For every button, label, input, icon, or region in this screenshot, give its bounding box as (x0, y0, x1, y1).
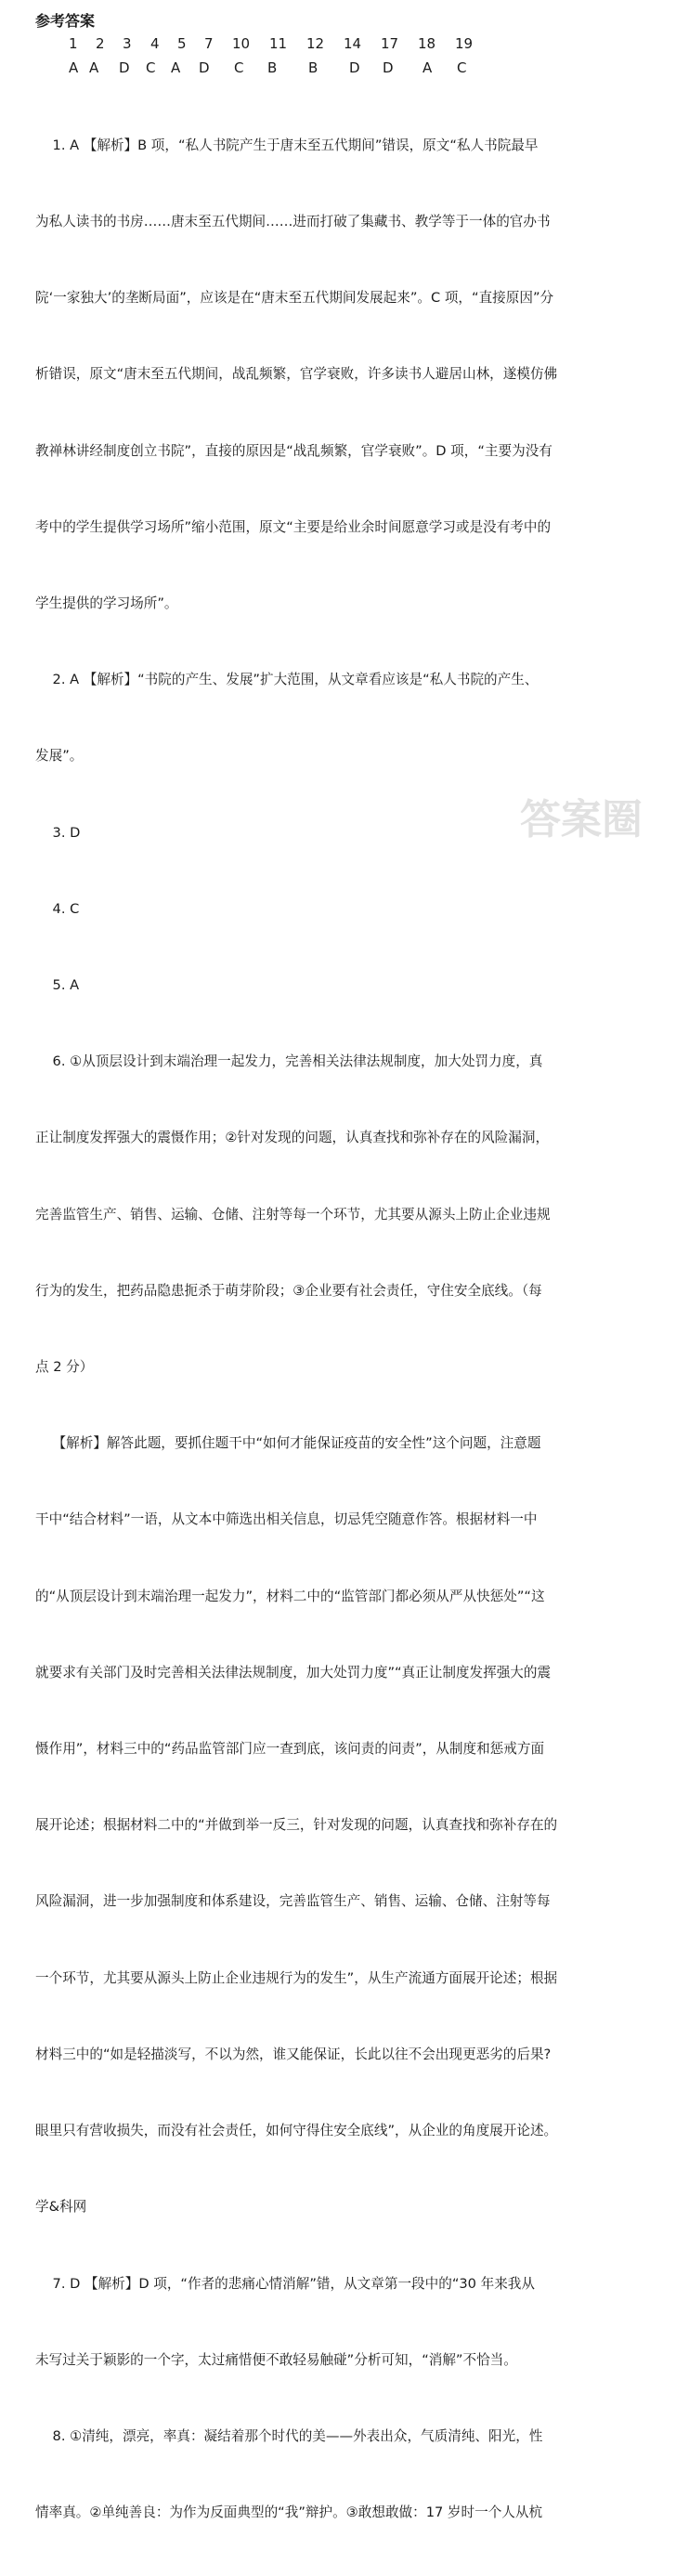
text-line: 【解析】解答此题，要抓住题干中“如何才能保证疫苗的安全性”这个问题，注意题 (35, 1435, 541, 1452)
question-number: 14 (344, 35, 362, 52)
text-line: 院‘一家独大’的垄断局面”，应该是在“唐末至五代期间发展起来”。C 项，“直接原因”分 (35, 290, 554, 307)
answer-letter: B (267, 59, 278, 76)
text-line: 教禅林讲经制度创立书院”，直接的原因是“战乱频繁，官学衰败”。D 项，“主要为没有 (35, 442, 552, 459)
text-line: 慑作用”，材料三中的“药品监管部门应一查到底，该问责的问责”，从制度和惩戒方面 (35, 1741, 545, 1758)
text-line: 发展”。 (35, 748, 84, 765)
text-line: 7. D 【解析】D 项，“作者的悲痛心情消解”错，从文章第一段中的“30 年来我从 (35, 2275, 535, 2292)
text-line: 为私人读书的书房……唐末至五代期间……进而打破了集藏书、教学等于一体的官办书 (35, 214, 551, 230)
text-line: 情率真。②单纯善良：为作为反面典型的“我”辩护。③敢想敢做：17 岁时一个人从杭 (35, 2504, 543, 2521)
text-line: 3. D (35, 824, 81, 841)
answer-letter: A (171, 59, 181, 76)
text-line: 2. A 【解析】“书院的产生、发展”扩大范围，从文章看应该是“私人书院的产生、 (35, 672, 539, 688)
question-number: 10 (232, 35, 251, 52)
answer-explanations (35, 82, 667, 2576)
text-line: 眼里只有营收损失，而没有社会责任，如何守得住安全底线”，从企业的角度展开论述。 (35, 2123, 558, 2139)
text-line: 考中的学生提供学习场所”缩小范围，原文“主要是给业余时间愿意学习或是没有考中的 (35, 518, 552, 535)
question-number: 3 (123, 35, 132, 52)
question-number: 1 (69, 35, 78, 52)
answer-letter: D (199, 59, 210, 76)
question-number: 7 (204, 35, 214, 52)
watermark-logo: 答案圈 (520, 796, 643, 843)
answer-letter: D (349, 59, 360, 76)
text-line: 点 2 分） (35, 1359, 94, 1376)
question-number: 18 (418, 35, 436, 52)
text-line: 正让制度发挥强大的震慑作用；②针对发现的问题，认真查找和弥补存在的风险漏洞， (35, 1130, 550, 1146)
answer-letter: B (308, 59, 318, 76)
text-line: 风险漏洞，进一步加强制度和体系建设，完善监管生产、销售、运输、仓储、注射等每 (35, 1893, 551, 1910)
text-line: 一个环节，尤其要从源头上防止企业违规行为的发生”，从生产流通方面展开论述；根据 (35, 1969, 558, 1986)
text-line: 未写过关于颖影的一个字，太过痛惜便不敢轻易触碰”分析可知，“消解”不恰当。 (35, 2351, 517, 2368)
answer-letter: C (234, 59, 244, 76)
answer-letter: A (89, 59, 99, 76)
text-line: 材料三中的“如是轻描淡写，不以为然，谁又能保证，长此以往不会出现更恶劣的后果? (35, 2046, 552, 2062)
text-line: 学&科网 (35, 2199, 87, 2216)
answer-letter: D (383, 59, 394, 76)
text-line: 6. ①从顶层设计到末端治理一起发力，完善相关法律法规制度，加大处罚力度，真 (35, 1053, 543, 1070)
text-line: 干中“结合材料”一语，从文本中筛选出相关信息，切忌凭空随意作答。根据材料一中 (35, 1511, 538, 1528)
answer-letter: D (119, 59, 130, 76)
text-line: 行为的发生，把药品隐患扼杀于萌芽阶段；③企业要有社会责任，守住安全底线。（每 (35, 1282, 542, 1299)
text-line: 展开论述；根据材料二中的“并做到举一反三，针对发现的问题，认真查找和弥补存在的 (35, 1817, 558, 1834)
answer-letter: A (69, 59, 79, 76)
question-number: 5 (177, 35, 187, 52)
question-number: 4 (150, 35, 160, 52)
text-line: 5. A (35, 977, 80, 994)
answer-letter: A (422, 59, 433, 76)
question-number: 17 (381, 35, 399, 52)
text-line: 的“从顶层设计到末端治理一起发力”，材料二中的“监管部门都必须从严从快惩处”“这 (35, 1588, 545, 1604)
answer-letter: C (146, 59, 156, 76)
text-line: 4. C (35, 900, 80, 917)
text-line: 学生提供的学习场所”。 (35, 595, 178, 612)
text-line: 1. A 【解析】B 项，“私人书院产生于唐末至五代期间”错误，原文“私人书院最早 (35, 137, 539, 153)
question-number: 2 (96, 35, 105, 52)
page-title: 参考答案 (35, 12, 96, 30)
text-line: 8. ①清纯，漂亮，率真：凝结着那个时代的美——外表出众，气质清纯、阳光，性 (35, 2427, 543, 2444)
question-number: 11 (269, 35, 288, 52)
text-line: 完善监管生产、销售、运输、仓储、注射等每一个环节，尤其要从源头上防止企业违规 (35, 1206, 551, 1223)
text-line: 析错误，原文“唐末至五代期间，战乱频繁，官学衰败，许多读书人避居山林，遂模仿佛 (35, 366, 558, 383)
question-number: 12 (306, 35, 325, 52)
question-number: 19 (455, 35, 474, 52)
text-line: 就要求有关部门及时完善相关法律法规制度，加大处罚力度”“真正让制度发挥强大的震 (35, 1664, 552, 1680)
answer-letter: C (457, 59, 467, 76)
